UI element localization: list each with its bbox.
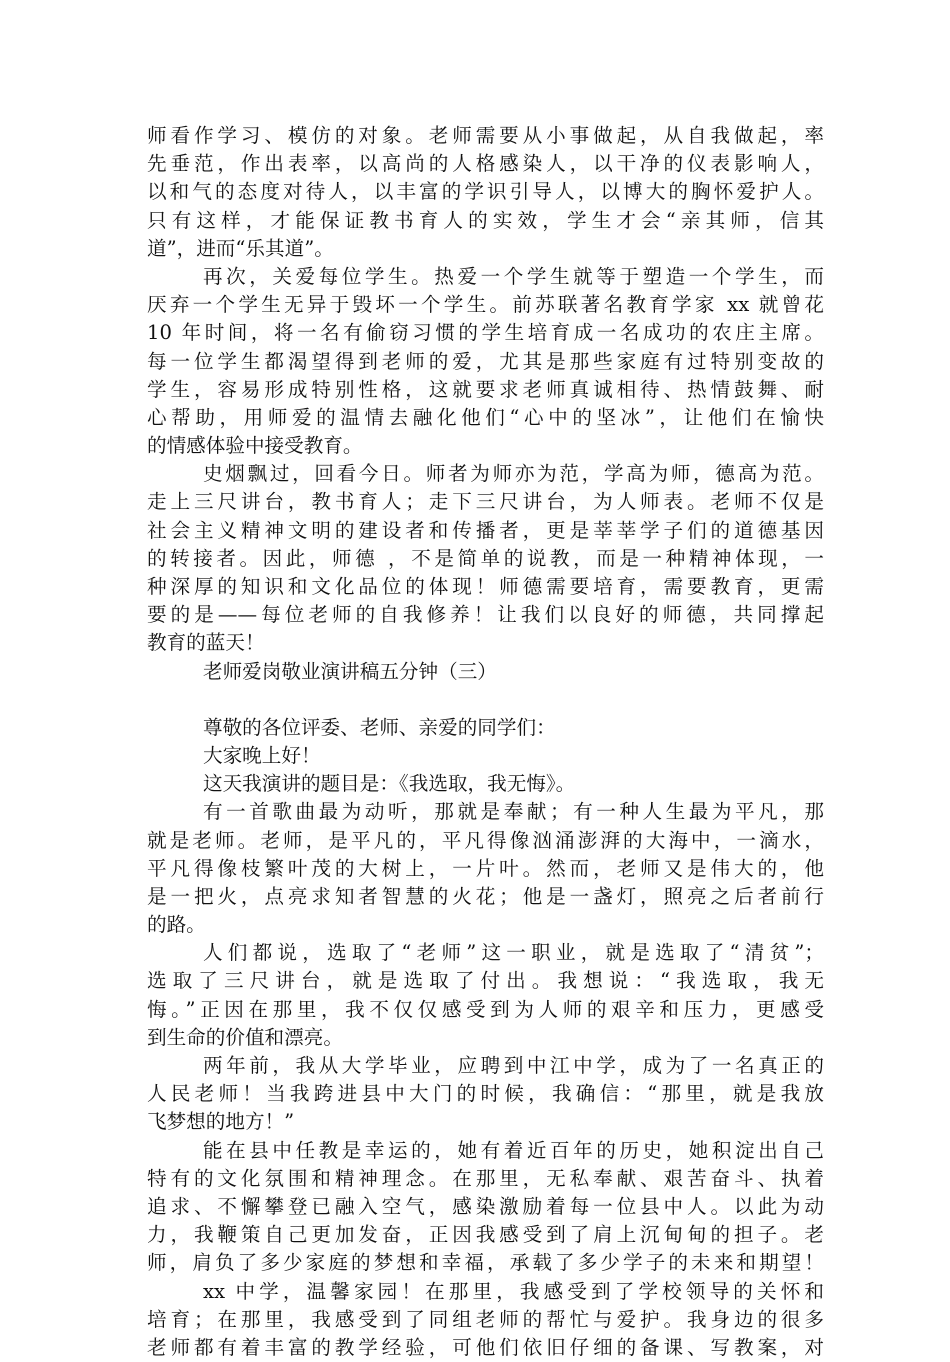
text-line: 师看作学习、模仿的对象。老师需要从小事做起，从自我做起，率 — [147, 124, 824, 147]
text-line: 的路。 — [147, 913, 206, 937]
text-line: 只有这样，才能保证教书育人的实效，学生才会“亲其师，信其 — [147, 208, 824, 232]
text-line: 教育的蓝天！ — [147, 631, 265, 655]
text-line: 走上三尺讲台，教书育人；走下三尺讲台，为人师表。老师不仅是 — [147, 490, 824, 514]
text-line: 种深厚的知识和文化品位的体现！师德需要培育，需要教育，更需 — [147, 575, 824, 598]
text-line: 每一位学生都渴望得到老师的爱，尤其是那些家庭有过特别变故的 — [147, 349, 824, 373]
text-line: 就是老师。老师，是平凡的，平凡得像汹涌澎湃的大海中，一滴水， — [147, 828, 824, 852]
text-line: 培育；在那里，我感受到了同组老师的帮忙与爱护。我身边的很多 — [147, 1307, 824, 1331]
blank-line — [147, 686, 824, 714]
text-line: 先垂范，作出表率，以高尚的人格感染人，以干净的仪表影响人， — [147, 152, 824, 176]
text-line: 人民老师！当我跨进县中大门的时候，我确信：“那里，就是我放 — [147, 1082, 824, 1106]
text-line: 史烟飘过，回看今日。师者为师亦为范，学高为师，德高为范。 — [203, 462, 824, 486]
text-line: 追求、不懈攀登已融入空气，感染激励着每一位县中人。以此为动 — [147, 1194, 824, 1218]
text-line: 再次，关爱每位学生。热爱一个学生就等于塑造一个学生，而 — [203, 264, 824, 288]
text-line: 人们都说，选取了“老师”这一职业，就是选取了“清贫”； — [203, 941, 824, 965]
text-line: 两年前，我从大学毕业，应聘到中江中学，成为了一名真正的 — [203, 1054, 824, 1077]
text-line: 飞梦想的地方！” — [147, 1110, 295, 1134]
text-line: 厌弃一个学生无异于毁坏一个学生。前苏联著名教育学家 xx 就曾花 — [147, 293, 824, 317]
text-line: 是一把火，点亮求知者智慧的火花；他是一盏灯，照亮之后者前行 — [147, 884, 824, 908]
text-line: 到生命的价值和漂亮。 — [147, 1025, 343, 1049]
text-line: xx 中学，温馨家园！在那里，我感受到了学校领导的关怀和 — [203, 1279, 824, 1303]
text-line: 悔。”正因在那里，我不仅仅感受到为人师的艰辛和压力，更感受 — [147, 997, 824, 1021]
text-line: 大家晚上好！ — [203, 743, 321, 767]
text-line: 的转接者。因此，师德 ，不是简单的说教，而是一种精神体现，一 — [147, 546, 824, 570]
text-line: 老师都有着丰富的教学经验，可他们依旧仔细的备课、写教案，对 — [147, 1335, 824, 1359]
text-line: 以和气的态度对待人，以丰富的学识引导人，以博大的胸怀爱护人。 — [147, 180, 824, 204]
text-line: 老师爱岗敬业演讲稿五分钟（三） — [203, 659, 497, 683]
text-line: 这天我演讲的题目是：《我选取，我无悔》。 — [203, 772, 576, 796]
text-line: 道”，进而“乐其道”。 — [147, 236, 334, 260]
text-line: 心帮助，用师爱的温情去融化他们“心中的坚冰”，让他们在愉快 — [147, 405, 824, 429]
text-line: 社会主义精神文明的建设者和传播者，更是莘莘学子们的道德基因 — [147, 518, 824, 542]
text-line: 要的是——每位老师的自我修养！让我们以良好的师德，共同撑起 — [147, 603, 824, 627]
text-line: 有一首歌曲最为动听，那就是奉献；有一种人生最为平凡，那 — [203, 800, 824, 824]
document-page — [147, 122, 824, 1362]
text-line: 力，我鞭策自己更加发奋，正因我感受到了肩上沉甸甸的担子。老 — [147, 1223, 824, 1247]
text-line: 师，肩负了多少家庭的梦想和幸福，承载了多少学子的未来和期望！ — [147, 1251, 824, 1275]
text-line: 平凡得像枝繁叶茂的大树上，一片叶。然而，老师又是伟大的，他 — [147, 856, 824, 880]
text-line: 学生，容易形成特别性格，这就要求老师真诚相待、热情鼓舞、耐 — [147, 377, 824, 401]
text-line: 尊敬的各位评委、老师、亲爱的同学们： — [203, 715, 556, 739]
text-line: 10 年时间，将一名有偷窃习惯的学生培育成一名成功的农庄主席。 — [147, 321, 824, 345]
text-line: 特有的文化氛围和精神理念。在那里，无私奉献、艰苦奋斗、执着 — [147, 1166, 824, 1190]
text-line: 选取了三尺讲台，就是选取了付出。我想说：“我选取，我无 — [147, 969, 824, 993]
text-line: 的情感体验中接受教育。 — [147, 434, 363, 458]
text-line: 能在县中任教是幸运的，她有着近百年的历史，她积淀出自己 — [203, 1138, 824, 1162]
